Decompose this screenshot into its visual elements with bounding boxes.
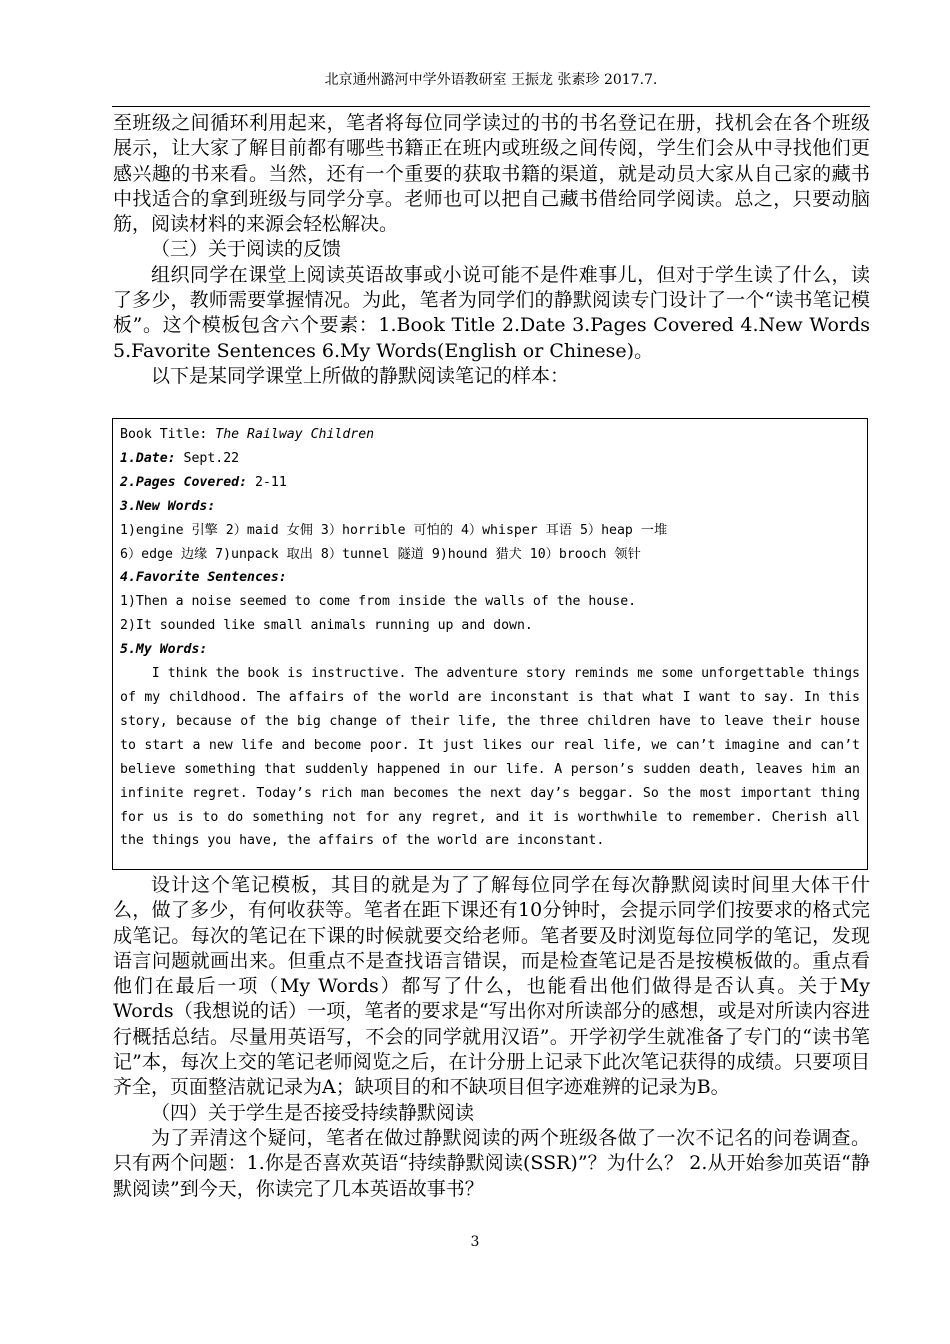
- my-words-text: I think the book is instructive. The adventure story reminds me some unforgettable things of my childhood. The affairs of the world are inconstant is that what I want to say. In this story, because of the big change of their life, the three children have to leave their house to start a new life and become poor. It just likes our real life, we can’t imagine and can’t believe something that suddenly happened in our life. A person’s sudden death, leaves him an infinite regret. Today’s rich man becomes the next day’s beggar. So the most important thing for us is to do something not for any regret, and it is worthwhile to remember. Cherish all the things you have, the affairs of the world are inconstant.: [120, 666, 860, 849]
- paragraph-template-design: 设计这个笔记模板，其目的就是为了了解每位同学在每次静默阅读时间里大体干什么，做了多少，有何收获等。笔者在距下课还有10分钟时，会提示同学们按要求的格式完成笔记。每次的笔记在下课的时候就要交给老师。笔者要及时浏览每位同学的笔记，发现语言问题就画出来。但重点不是查找语言错误，而是检查笔记是否是按模板做的。重点看他们在最后一项（My Words）都写了什么，也能看出他们做得是否认真。关于My Words（我想说的话）一项，笔者的要求是“写出你对所读部分的感想，或是对所读内容进行概括总结。尽量用英语写，不会的同学就用汉语”。开学初学生就准备了专门的“读书笔记”本，每次上交的笔记老师阅览之后，在计分册上记录下此次笔记获得的成绩。只要项目齐全，页面整洁就记录为A；缺项目的和不缺项目但字迹难辨的记录为B。: [113, 874, 870, 1099]
- new-words-line-2: 6）edge 边缘 7)unpack 取出 8）tunnel 隧道 9)hound 猎犬 10）brooch 领针: [120, 546, 641, 562]
- favorite-sentence-2: 2)It sounded like small animals running up and down.: [120, 618, 533, 634]
- favorite-sentences-label: 4.Favorite Sentences:: [120, 570, 287, 586]
- new-words-label: 3.New Words:: [120, 498, 216, 514]
- book-title-label: Book Title:: [120, 427, 208, 442]
- lower-body: [113, 873, 870, 1202]
- date-value: Sept.22: [183, 450, 240, 466]
- paragraph-feedback: 组织同学在课堂上阅读英语故事或小说可能不是件难事儿，但对于学生读了什么，读了多少，教师需要掌握情况。为此，笔者为同学们的静默阅读专门设计了一个“读书笔记模板”。这个模板包含六个要素：1.Book Title 2.Date 3.Pages Covered 4.New Words 5.Favorite Sentences 6.My Words(English or Chinese)。: [113, 263, 870, 362]
- note-pages: [120, 471, 860, 495]
- new-words-line-1: 1)engine 引擎 2）maid 女佣 3）horrible 可怕的 4）whisper 耳语 5）heap 一堆: [120, 522, 668, 538]
- pages-value: 2-11: [255, 474, 287, 490]
- note-date: [120, 447, 860, 471]
- page-header: 北京通州潞河中学外语教研室 王振龙 张素珍 2017.7.: [324, 72, 658, 88]
- page-number: 3: [470, 1234, 480, 1250]
- date-label: 1.Date:: [120, 450, 176, 466]
- favorite-sentence-1: 1)Then a noise seemed to come from inside the walls of the house.: [120, 594, 637, 610]
- header-divider: [112, 106, 870, 107]
- book-title-value: The Railway Children: [215, 427, 375, 442]
- pages-label: 2.Pages Covered:: [120, 474, 248, 490]
- paragraph-sample-intro: 以下是某同学课堂上所做的静默阅读笔记的样本：: [151, 364, 570, 387]
- paragraph-survey: 为了弄清这个疑问，笔者在做过静默阅读的两个班级各做了一次不记名的问卷调查。只有两个问题：1.你是否喜欢英语“持续静默阅读(SSR)”？为什么？ 2.从开始参加英语“静默阅读”到今天，你读完了几本英语故事书？: [113, 1126, 870, 1200]
- paragraph-book-sources: 至班级之间循环利用起来，笔者将每位同学读过的书的书名登记在册，找机会在各个班级展示，让大家了解目前都有哪些书籍正在班内或班级之间传阅，学生们会从中寻找他们更感兴趣的书来看。当然，还有一个重要的获取书籍的渠道，就是动员大家从自己家的藏书中找适合的拿到班级与同学分享。老师也可以把自己藏书借给同学阅读。总之，只要动脑筋，阅读材料的来源会轻松解决。: [113, 112, 870, 236]
- note-book-title: [120, 423, 860, 447]
- upper-body: [113, 111, 870, 389]
- section-heading-acceptance: （四）关于学生是否接受持续静默阅读: [151, 1101, 475, 1124]
- my-words-label: 5.My Words:: [120, 642, 208, 658]
- section-heading-feedback: （三）关于阅读的反馈: [151, 238, 342, 261]
- reading-note-sample: [112, 418, 868, 870]
